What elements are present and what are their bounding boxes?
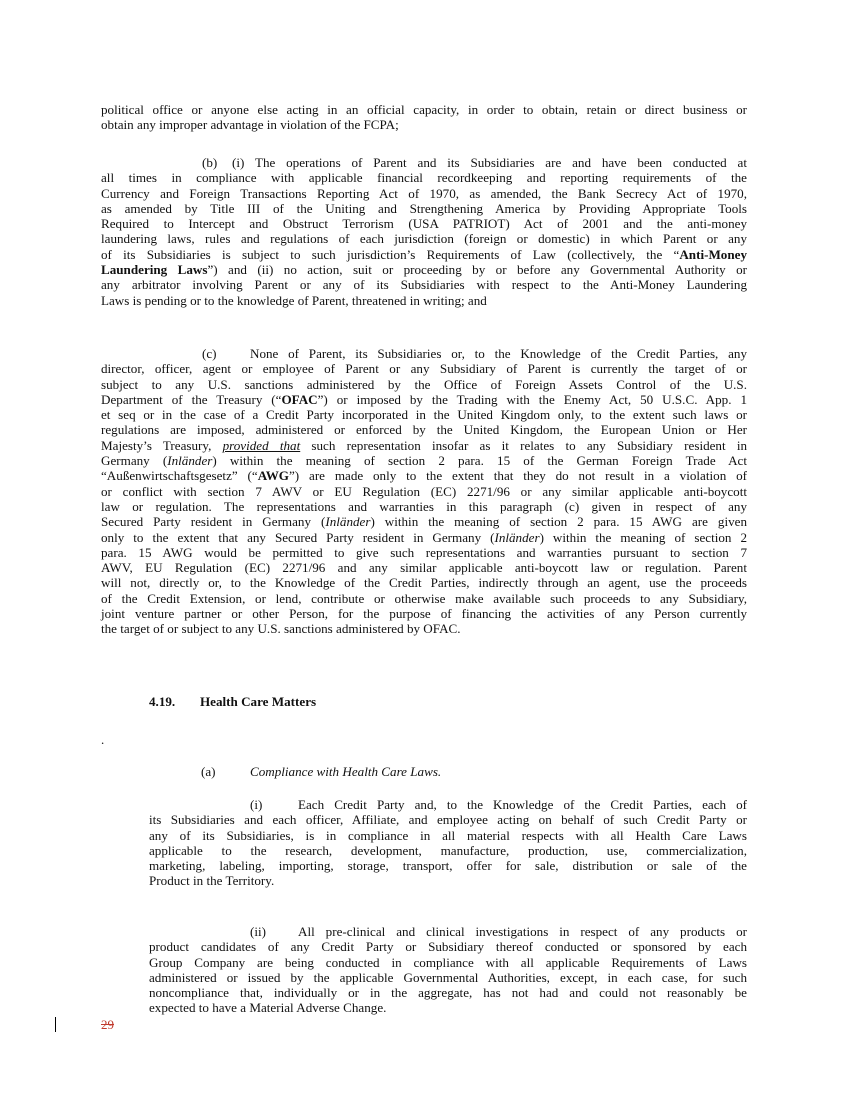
text-line: its Subsidiaries and each officer, Affiliate, and employee acting on behalf of such Credit Party or bbox=[149, 812, 747, 828]
text-line: Department of the Treasury (“OFAC”) or imposed by the Trading with the Enemy Act, 50 U.S.C. App. 1 bbox=[101, 391, 747, 407]
subsection-a-title: Compliance with Health Care Laws. bbox=[250, 764, 442, 779]
text-line: of its Subsidiaries is subject to such jurisdiction’s Requirements of Law (collectively, the “Anti-Money bbox=[101, 246, 747, 262]
section-number: 4.19. bbox=[149, 694, 176, 709]
text-line: of the Credit Extension, or lend, contribute or otherwise make available such proceeds to any Subsidiary, bbox=[101, 590, 747, 606]
paragraph-c bbox=[101, 346, 747, 637]
text-line: Secured Party resident in Germany (Inländer) within the meaning of section 2 para. 15 AWG are given bbox=[101, 514, 747, 530]
text-line: subject to any U.S. sanctions administered by the Office of Foreign Assets Control of the U.S. bbox=[101, 376, 747, 392]
paragraph-ii-first-line: (ii) All pre-clinical and clinical investigations in respect of any products or bbox=[250, 924, 747, 939]
text-line: as amended by Title III of the Uniting and Strengthening America by Providing Appropriate Tools bbox=[101, 200, 747, 216]
text-line: product candidates of any Credit Party or Subsidiary thereof conducted or sponsored by each bbox=[149, 939, 747, 955]
defined-term: Laundering Laws bbox=[101, 262, 208, 278]
text-line: any of its Subsidiaries, is in compliance in all material respects with all Health Care Laws bbox=[149, 827, 747, 843]
paragraph-c-label: (c) bbox=[202, 346, 217, 361]
text-line: noncompliance that, individually or in the aggregate, has not had and could not reasonably be bbox=[149, 985, 747, 1001]
stray-dot: . bbox=[101, 732, 105, 747]
text-line: Group Company are being conducted in compliance with all applicable Requirements of Laws bbox=[149, 954, 747, 970]
subsection-a-heading bbox=[201, 764, 441, 780]
text-line: Currency and Foreign Transactions Reporting Act of 1970, as amended, the Bank Secrecy Act of 1970, bbox=[101, 185, 747, 201]
text-line: laundering laws, rules and regulations of each jurisdiction (foreign or domestic) in which Parent or any bbox=[101, 231, 747, 247]
text-line: or conflict with section 7 AWV or EU Regulation (EC) 2271/96 or any similar applicable anti-boycott bbox=[101, 483, 747, 499]
text-line: only to the extent that any Secured Party resident in Germany (Inländer) within the meaning of section 2 bbox=[101, 529, 747, 545]
text-line: obtain any improper advantage in violation of the FCPA; bbox=[101, 117, 399, 133]
paragraph-b bbox=[101, 155, 747, 308]
paragraph-ii bbox=[149, 924, 747, 1016]
text-line: law or regulation. The representations and warranties in this paragraph (c) given in respect of any bbox=[101, 498, 747, 514]
change-bar bbox=[55, 1017, 56, 1032]
text-line: will not, directly or, to the Knowledge of the Credit Parties, indirectly through an agent, use the proceeds bbox=[101, 575, 747, 591]
paragraph-i bbox=[149, 797, 747, 889]
text-line: Laws is pending or to the knowledge of Parent, threatened in writing; and bbox=[101, 292, 487, 308]
subsection-a-label: (a) bbox=[201, 764, 216, 779]
text-line: Majesty’s Treasury, provided that such representation insofar as it relates to any Subsidiary resident in bbox=[101, 437, 748, 453]
text-line: regulations are imposed, administered or enforced by the United Kingdom, the European Union or Her bbox=[101, 422, 747, 438]
text-line: administered or issued by the applicable Governmental Authorities, except, in each case, for such bbox=[149, 969, 747, 985]
text-line: AWV, EU Regulation (EC) 2271/96 and any similar applicable anti-boycott law or regulation. Parent bbox=[101, 560, 747, 576]
text-line: joint venture partner or other Person, for the purpose of financing the activities of any Person currently bbox=[101, 606, 747, 622]
defined-term: OFAC bbox=[281, 391, 318, 407]
text-line: all times in compliance with applicable financial recordkeeping and reporting requirements of the bbox=[101, 170, 747, 186]
text-line: et seq or in the case of a Credit Party incorporated in the United Kingdom only, to the extent such laws or bbox=[101, 407, 747, 423]
defined-term: AWG bbox=[257, 468, 289, 484]
paragraph-b-first-line: (b) (i) The operations of Parent and its Subsidiaries are and have been conducted at bbox=[202, 155, 747, 170]
paragraph-b-label: (b) bbox=[202, 155, 218, 170]
text-line: para. 15 AWG would be permitted to give such representations and warranties pursuant to section 7 bbox=[101, 544, 747, 560]
section-heading bbox=[149, 694, 316, 710]
paragraph-i-label: (i) bbox=[250, 797, 263, 812]
text-line: political office or anyone else acting in an official capacity, in order to obtain, retain or direct business or bbox=[101, 102, 747, 117]
defined-term: Anti-Money bbox=[679, 246, 747, 262]
page-number: 29 bbox=[101, 1017, 114, 1032]
section-title: Health Care Matters bbox=[200, 694, 317, 709]
paragraph-c-first-line: (c) None of Parent, its Subsidiaries or, to the Knowledge of the Credit Parties, any bbox=[202, 346, 747, 361]
text-line: marketing, labeling, importing, storage, transport, offer for sale, distribution or sale of the bbox=[149, 858, 747, 874]
intro-paragraph bbox=[101, 102, 747, 133]
proviso-phrase: provided that bbox=[222, 437, 301, 453]
text-line: Required to Intercept and Obstruct Terrorism (USA PATRIOT) Act of 2001 and the anti-money bbox=[101, 216, 747, 232]
text-line: the target of or subject to any U.S. sanctions administered by OFAC. bbox=[101, 621, 461, 637]
text-line: expected to have a Material Adverse Change. bbox=[149, 1000, 387, 1016]
text-line: applicable to the research, development, manufacture, production, use, commercialization, bbox=[149, 842, 747, 858]
paragraph-ii-label: (ii) bbox=[250, 924, 266, 939]
text-line: Laundering Laws”) and (ii) no action, suit or proceeding by or before any Governmental Authority or bbox=[101, 262, 747, 278]
text-line: “Außenwirtschaftsgesetz” (“AWG”) are made only to the extent that they do not result in a violation of bbox=[101, 468, 747, 484]
text-line: any arbitrator involving Parent or any of its Subsidiaries with respect to the Anti-Money Laundering bbox=[101, 277, 747, 293]
text-line: director, officer, agent or employee of Parent or any Subsidiary of Parent is currently the target of or bbox=[101, 361, 747, 377]
text-line: Product in the Territory. bbox=[149, 873, 275, 889]
paragraph-i-first-line: (i) Each Credit Party and, to the Knowledge of the Credit Parties, each of bbox=[250, 797, 747, 812]
text-line: Germany (Inländer) within the meaning of section 2 para. 15 of the German Foreign Trade Act bbox=[101, 453, 747, 469]
